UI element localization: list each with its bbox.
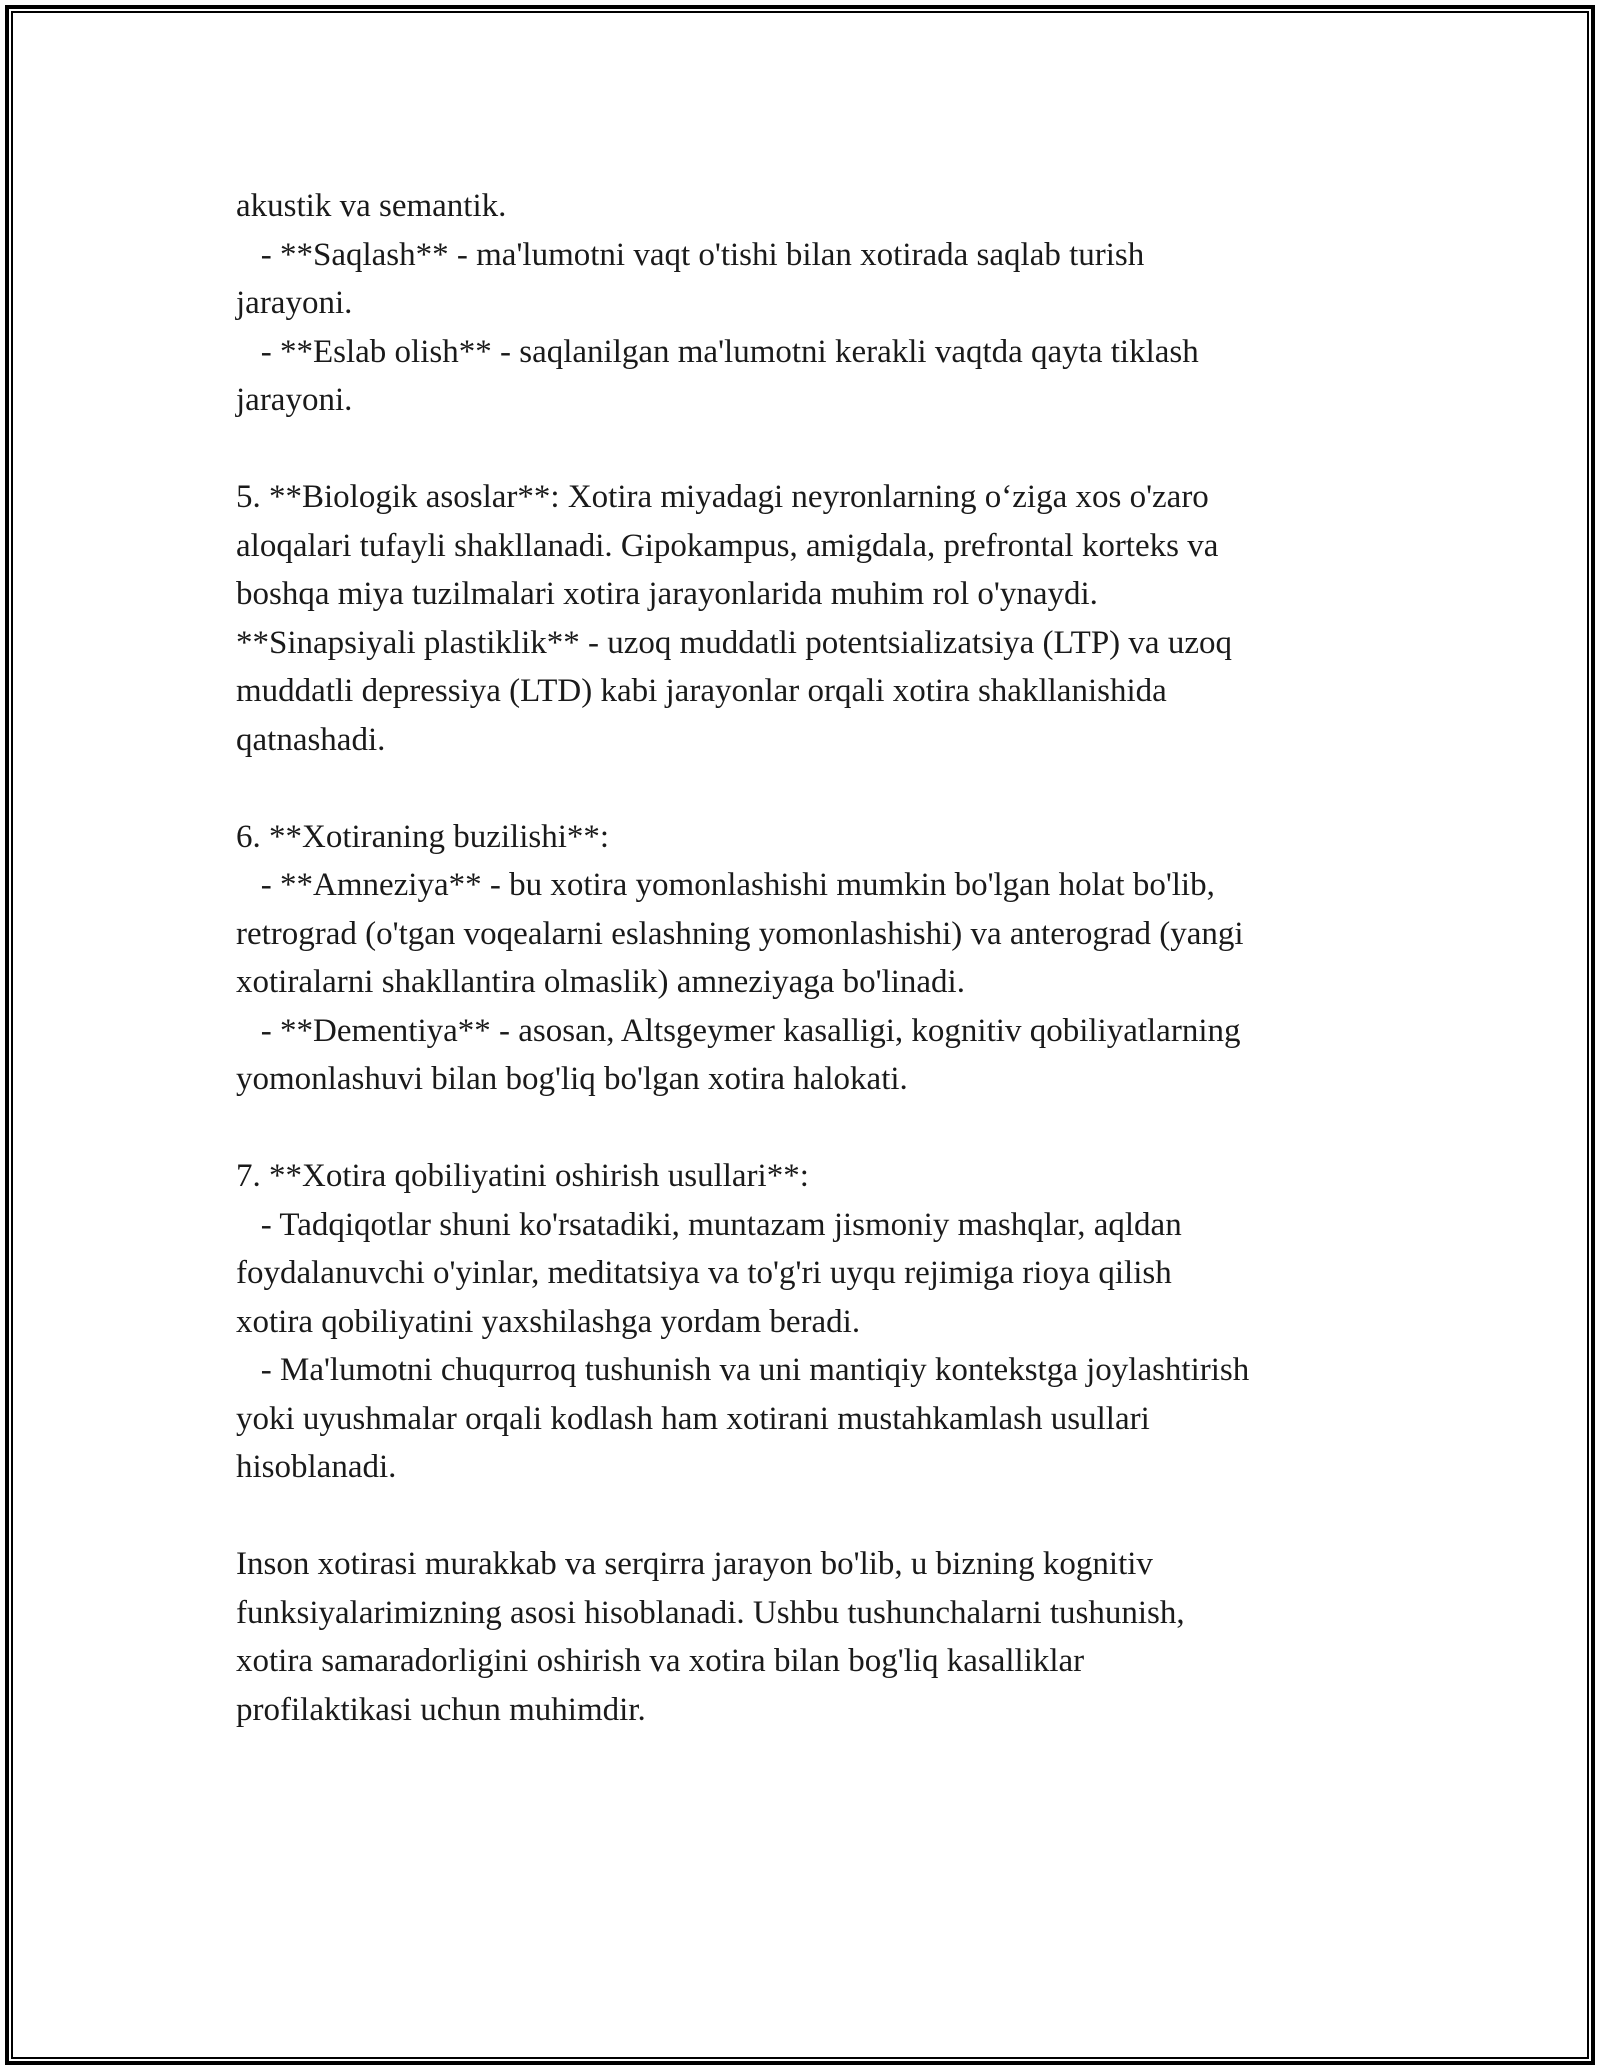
text-line: boshqa miya tuzilmalari xotira jarayonlarida muhim rol o'ynaydi.	[236, 576, 1098, 612]
text-line: retrograd (o'tgan voqealarni eslashning yomonlashishi) va anterograd (yangi	[236, 915, 1244, 952]
blank-line	[236, 1104, 1416, 1153]
text-line: yoki uyushmalar orqali kodlash ham xotirani mustahkamlash usullari	[236, 1400, 1150, 1437]
text-line: xotira qobiliyatini yaxshilashga yordam beradi.	[236, 1303, 861, 1340]
text-line: - **Saqlash** - ma'lumotni vaqt o'tishi bilan xotirada saqlab turish	[236, 236, 1145, 273]
text-line: - **Eslab olish** - saqlanilgan ma'lumotni kerakli vaqtda qayta tiklash	[236, 333, 1199, 370]
text-line: funksiyalarimizning asosi hisoblanadi. Ushbu tushunchalarni tushunish,	[236, 1594, 1185, 1631]
text-line: 5. **Biologik asoslar**: Xotira miyadagi neyronlarning o‘ziga xos o'zaro	[236, 479, 1209, 515]
text-line: xotiralarni shakllantira olmaslik) amneziyaga bo'linadi.	[236, 964, 965, 1000]
blank-line	[236, 425, 1416, 474]
text-line: muddatli depressiya (LTD) kabi jarayonlar orqali xotira shakllanishida	[236, 673, 1167, 709]
blank-line	[236, 764, 1416, 813]
text-line: yomonlashuvi bilan bog'liq bo'lgan xotira halokati.	[236, 1061, 908, 1097]
document-body	[236, 182, 1416, 1734]
blank-line	[236, 1492, 1416, 1541]
text-line: qatnashadi.	[236, 721, 386, 758]
text-line: - Ma'lumotni chuqurroq tushunish va uni mantiqiy kontekstga joylashtirish	[236, 1352, 1250, 1388]
text-line: 7. **Xotira qobiliyatini oshirish usullari**:	[236, 1158, 809, 1194]
text-line: - Tadqiqotlar shuni ko'rsatadiki, muntazam jismoniy mashqlar, aqldan	[236, 1206, 1182, 1243]
text-line: 6. **Xotiraning buzilishi**:	[236, 818, 610, 855]
text-line: hisoblanadi.	[236, 1449, 397, 1485]
text-line: akustik va semantik.	[236, 188, 507, 224]
text-line: profilaktikasi uchun muhimdir.	[236, 1691, 646, 1728]
text-line: Inson xotirasi murakkab va serqirra jarayon bo'lib, u bizning kognitiv	[236, 1546, 1153, 1582]
text-line: - **Dementiya** - asosan, Altsgeymer kasalligi, kognitiv qobiliyatlarning	[236, 1012, 1241, 1049]
text-line: aloqalari tufayli shakllanadi. Gipokampus, amigdala, prefrontal korteks va	[236, 527, 1219, 564]
text-line: jarayoni.	[236, 285, 353, 321]
text-line: jarayoni.	[236, 382, 353, 418]
text-line: - **Amneziya** - bu xotira yomonlashishi mumkin bo'lgan holat bo'lib,	[236, 867, 1215, 903]
text-line: xotira samaradorligini oshirish va xotira bilan bog'liq kasalliklar	[236, 1643, 1085, 1679]
text-line: **Sinapsiyali plastiklik** - uzoq muddatli potentsializatsiya (LTP) va uzoq	[236, 624, 1232, 661]
text-line: foydalanuvchi o'yinlar, meditatsiya va to'g'ri uyqu rejimiga rioya qilish	[236, 1255, 1172, 1291]
